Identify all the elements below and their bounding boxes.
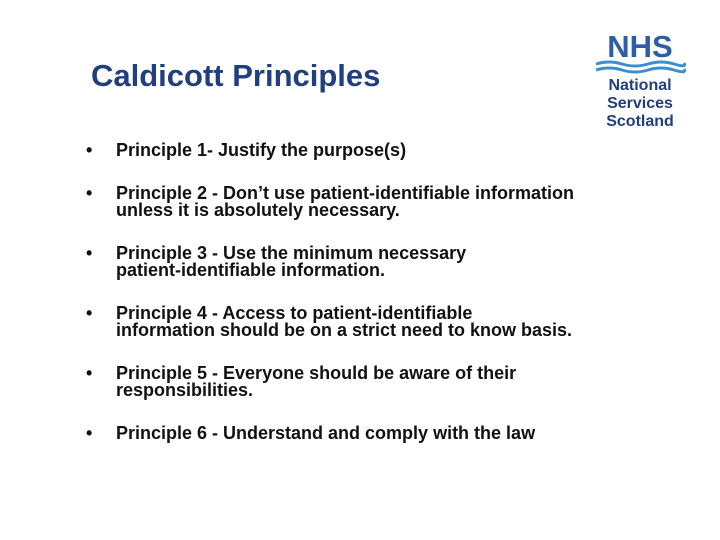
nhs-logo-graphic bbox=[594, 30, 686, 130]
list-item-principle-2 bbox=[86, 185, 574, 219]
list-item-principle-3 bbox=[86, 245, 574, 279]
slide-title: Caldicott Principles bbox=[91, 58, 381, 93]
bullet-text-continued: information should be on a strict need to know basis. bbox=[116, 320, 573, 340]
bullet-text: Principle 6 - Understand and comply with the law bbox=[116, 423, 536, 443]
bullet-text: Principle 2 - Don’t use patient-identifiable information bbox=[116, 183, 575, 203]
bullet-text: Principle 4 - Access to patient-identifiable bbox=[116, 303, 473, 323]
bullet-text: Principle 5 - Everyone should be aware of their bbox=[116, 363, 517, 383]
bullet-text: Principle 3 - Use the minimum necessary bbox=[116, 243, 467, 263]
nhs-logo bbox=[594, 30, 686, 130]
bullet-icon: • bbox=[86, 243, 93, 263]
bullet-icon: • bbox=[86, 183, 93, 203]
logo-line-national: National bbox=[608, 77, 672, 94]
bullet-text-continued: responsibilities. bbox=[116, 380, 254, 400]
logo-line-scotland: Scotland bbox=[606, 113, 674, 130]
wave-icon-lower bbox=[596, 68, 685, 72]
bullet-icon: • bbox=[86, 140, 93, 160]
bullet-text: Principle 1- Justify the purpose(s) bbox=[116, 140, 407, 160]
bullet-icon: • bbox=[86, 303, 93, 323]
bullet-text-continued: patient-identifiable information. bbox=[116, 260, 385, 280]
list-item-principle-5 bbox=[86, 365, 574, 399]
list-item-principle-1 bbox=[86, 142, 574, 159]
list-item-principle-6 bbox=[86, 425, 574, 442]
list-item-principle-4 bbox=[86, 305, 574, 339]
bullet-text-continued: unless it is absolutely necessary. bbox=[116, 200, 400, 220]
logo-line-services: Services bbox=[607, 95, 673, 112]
bullet-icon: • bbox=[86, 363, 93, 383]
principles-list bbox=[86, 142, 574, 468]
logo-wordmark: NHS bbox=[607, 30, 673, 64]
bullet-icon: • bbox=[86, 423, 93, 443]
